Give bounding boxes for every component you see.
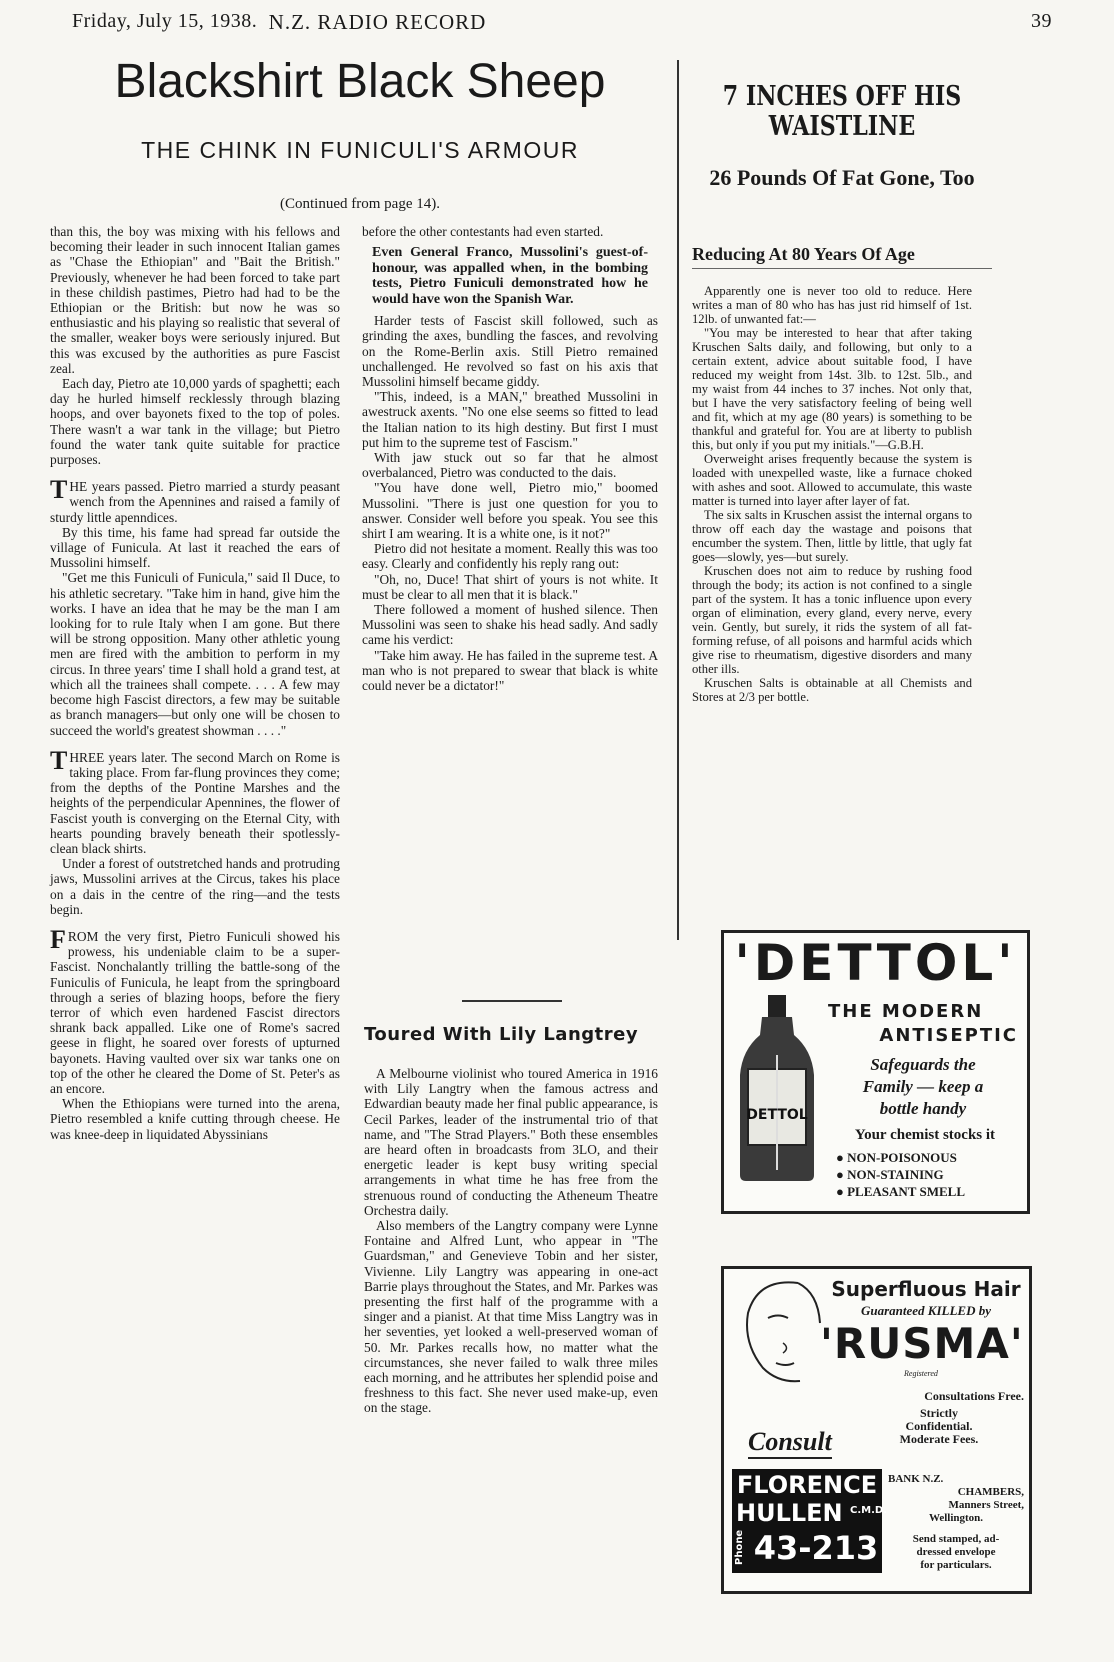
dettol-bullet: ● PLEASANT SMELL [836,1184,965,1199]
article-paragraph: When the Ethiopians were turned into the arena, Pietro resembled a knife cutting through cheese. He was knee-deep in liquidated Abyssinians [50,1096,340,1142]
kruschen-body [692,284,972,704]
address-line: Wellington. [928,1512,984,1524]
dettol-slogan-3: bottle handy [879,1099,967,1118]
address-line: Manners Street, [948,1499,1024,1511]
page-number: 39 [1031,10,1052,32]
article-paragraph: There followed a moment of hushed silence. Then Mussolini was seen to shake his head sadly. And sadly came his verdict: [362,602,658,648]
rusma-consultations: Consultations Free. [924,1389,1024,1403]
pull-quote: Even General Franco, Mussolini's guest-of-honour, was appalled when, in the bombing tests, Pietro Funiculi demonstrated how he would have won the Spanish War. [372,245,648,307]
article-paragraph: FROM the very first, Pietro Funiculi showed his prowess, his undeniable claim to be a super-Fascist. Nonchalantly trilling the battle-song of the Funiculis of Funicula, he leapt from the springboard through a series of blazing hoops, before the fiery terror of which even hardened Fascist directors shrank back appalled. Like one of Rome's sacred geese in flight, he soared over forests of upturned bayonets. Having vaulted over six war tanks one on top of the other he cleared the Dome of St. Peter's as an encore. [50,924,340,1096]
article-paragraph: before the other contestants had even started. [362,224,604,239]
langtry-heading: Toured With Lily Langtrey [364,1024,639,1045]
florence-hullen-panel [732,1469,887,1573]
article-paragraph: "You have done well, Pietro mio," boomed Mussolini. "There is just one question for you to answer. Consider well before you speak. You see this shirt I am wearing. It is a white one, is it not?" [362,480,658,542]
bullet-text: NON-POISONOUS [847,1150,957,1165]
dettol-slogan-2: Family — keep a [862,1077,984,1096]
dettol-slogan-1: Safeguards the [870,1055,976,1074]
send-line: for particulars. [920,1559,992,1571]
article-paragraph: "Take him away. He has failed in the supreme test. A man who is not prepared to swear that black is white could never be a dictator!" [362,647,658,694]
article-paragraph: "Oh, no, Duce! That shirt of yours is not white. It must be clear to all men that it is black." [362,571,658,602]
phone-label: Phone [734,1529,745,1565]
dettol-line1: THE MODERN [828,1001,984,1022]
publication-name: N.Z. RADIO RECORD [268,10,487,34]
rusma-strict-2: Confidential. [905,1419,973,1433]
hullen-name: HULLEN [736,1499,843,1527]
dettol-bottle-label: DETTOL [746,1107,808,1123]
rusma-headline: Superfluous Hair [831,1277,1021,1301]
article-paragraph: THREE years later. The second March on Rome is taking place. From far-flung provinces they come; from the depths of the Pontine Marshes and the heights of the perpendicular Apennines, the flower of Fascist youth is converging on the Eternal City, with hearts pounding bravely beneath their spotlessly-clean black shirts. [50,745,340,856]
article-paragraph: By this time, his fame had spread far outside the village of Funicula. At last it reached the ears of Mussolini himself. [50,524,340,571]
florence-name: FLORENCE [736,1471,878,1499]
kruschen-paragraph: Apparently one is never too old to reduce. Here writes a man of 80 who has has just rid himself of 1st. 12lb. of unwanted fat:— [692,284,972,326]
dettol-bullet: ● NON-STAINING [836,1167,944,1182]
continued-note: (Continued from page 14). [280,196,440,212]
rusma-consult: Consult [748,1427,832,1459]
kruschen-paragraph: Kruschen Salts is obtainable at all Chemists and Stores at 2/3 per bottle. [692,676,972,704]
rusma-fees: Moderate Fees. [899,1432,979,1446]
article-paragraph: With jaw stuck out so far that he almost overbalanced, Pietro was conducted to the dais. [362,450,658,481]
langtry-paragraph: A Melbourne violinist who toured America in 1916 with Lily Langtry when the famous actress and Edwardian beauty made her final public appearance, is Cecil Parkes, leader of the instrumental trio of that name, and "The Strad Players." Both these ensembles are heard often in broadcasts from 3LO, and their energetic leader is kept busy writing special arrangements in what time he has free from the strenuous round of conducting the Atheneum Theatre Orchestra daily. [364,1066,658,1218]
address-line: BANK N.Z. [888,1473,944,1485]
article-column-2 [362,224,658,693]
kruschen-subhead: 26 Pounds Of Fat Gone, Too [709,165,975,190]
article-paragraph: than this, the boy was mixing with his fellows and becoming their leader in such innocent Italian games as "Chase the Ethiopian" and "Bait the British." Previously, whenever he had been forced to take part in these childish pastimes, Pietro had had to be the Ethiopian or the British: but now he was so enthusiastic and his playing so realistic that several of the smaller, weaker boys were seriously injured. But this was excused by the authorities as pure Fascist zeal. [50,224,340,376]
bullet-text: NON-STAINING [847,1167,944,1182]
dettol-stock: Your chemist stocks it [854,1127,996,1143]
kruschen-paragraph: "You may be interested to hear that after taking Kruschen Salts daily, and following, but only to a certain extent, advice about suitable food, I have reduced my weight from 14st. 3lb. to 12st. 5lb., and my waist from 44 inches to 37 inches. Not only that, but I have the very satisfactory feeling of being well and fit, which at my age (80 years) is something to be thankful and grateful for. You are at liberty to publish this, but only if you put my initials."—G.B.H. [692,326,972,452]
rusma-advertisement [721,1266,1032,1594]
dettol-bullets [836,1149,965,1200]
article-subtitle: THE CHINK IN FUNICULI'S ARMOUR [141,137,579,163]
page-date: Friday, July 15, 1938. [72,10,258,32]
article-paragraph: Harder tests of Fascist skill followed, such as grinding the axes, bundling the fasces, and revolving on the Rome-Berlin axis. Still Pietro remained unchallenged. He revolved so fast on his axis that Mussolini himself became giddy. [362,313,658,390]
rusma-strict-1: Strictly [920,1406,958,1420]
column-divider [677,60,679,940]
dettol-brand: 'DETTOL' [734,934,1017,992]
phone-number: 43-213 [753,1529,879,1567]
rusma-registered: Registered [904,1369,938,1378]
article-title: Blackshirt Black Sheep [114,55,606,108]
woman-face-icon [728,1273,828,1393]
rusma-address [888,1473,1024,1525]
langtry-body [364,1066,658,1416]
address-line: CHAMBERS, [957,1486,1024,1498]
dettol-advertisement [721,930,1030,1214]
rusma-send [888,1533,1024,1572]
dettol-bullet: ● NON-POISONOUS [836,1150,957,1165]
rusma-brand: 'RUSMA' [820,1319,1024,1368]
dettol-bottle-icon [732,995,822,1185]
article-paragraph: Under a forest of outstretched hands and protruding jaws, Mussolini arrives at the Circus, takes his place on a dais in the centre of the ring—and the tests begin. [50,856,340,917]
hullen-cmd: C.M.D. [850,1505,887,1516]
dettol-line2: ANTISEPTIC [879,1025,1018,1046]
langtry-paragraph: Also members of the Langtry company were Lynne Fontaine and Alfred Lunt, who appear in "The Guardsman," and Genevieve Tobin and her sister, Vivienne. Lily Langtry was appearing in one-act Barrie plays throughout the States, and Mr. Parkes was presenting the first half of the programme with a singer and a pianist. At that time Miss Langtry was in her seventies, yet looked a well-preserved woman of 50. Mr. Parkes recalls how, no matter what the circumstances, she never failed to walk three miles each morning, and he attributes her splendid poise and freshness to this fact. She never used make-up, even on the stage. [364,1218,658,1416]
bullet-text: PLEASANT SMELL [847,1184,965,1199]
kruschen-headline: 7 INCHES OFF HIS WAISTLINE [722,81,962,142]
article-paragraph: Pietro did not hesitate a moment. Really this was too easy. Clearly and confidently his reply rang out: [362,541,658,572]
kruschen-section-head: Reducing At 80 Years Of Age [692,244,992,269]
article-paragraph: THE years passed. Pietro married a sturdy peasant wench from the Apennines and raised a family of sturdy little apenndices. [50,475,340,525]
kruschen-paragraph: Overweight arises frequently because the system is loaded with unexpelled waste, like a furnace choked with ashes and soot. Allowed to accumulate, this waste matter is turned into layer after layer of fat. [692,452,972,508]
article-paragraph: "Get me this Funiculi of Funicula," said Il Duce, to his athletic secretary. "Take him in hand, give him the works. I have an idea that he may be the man I am looking for to rule Italy when I am gone. But there will be strong opposition. Many other athletic young men are fired with the ambition to perform in my circus. In three years' time I shall hold a grand test, at which all the trainees shall compete. . . . A few may become high Fascist directors, a few may be suitable as branch managers—but only one will be chosen to succeed the world's greatest showman . . . ." [50,570,340,738]
kruschen-paragraph: Kruschen does not aim to reduce by rushing food through the body; its action is not confined to a single part of the system. It has a tonic influence upon every organ of elimination, every gland, every nerve, every vein. Gently, but surely, it rids the system of all fat-forming refuse, of all poisons and harmful acids which give rise to rheumatism, digestive disorders and many other ills. [692,564,972,676]
kruschen-paragraph: The six salts in Kruschen assist the internal organs to throw off each day the wastage and poisons that encumber the system. Then, little by little, that ugly fat goes—slowly, yes—but surely. [692,508,972,564]
section-divider [462,1000,562,1002]
article-column-1 [50,224,340,1142]
article-paragraph: Each day, Pietro ate 10,000 yards of spaghetti; each day he hurled himself recklessly through blazing hoops, and over bayonets fixed to the top of poles. There wasn't a war tank in the village; but Pietro found the water tank quite suitable for practice purposes. [50,376,340,468]
rusma-terms [874,1407,1004,1446]
rusma-guarantee: Guaranteed KILLED by [861,1303,991,1318]
send-line: dressed envelope [916,1546,996,1558]
article-paragraph: "This, indeed, is a MAN," breathed Mussolini in awestruck axents. "No one else seems so fitted to lead the Italian nation to its high destiny. But first I must put him to the supreme test of Fascism." [362,389,658,450]
send-line: Send stamped, ad- [912,1533,1000,1545]
